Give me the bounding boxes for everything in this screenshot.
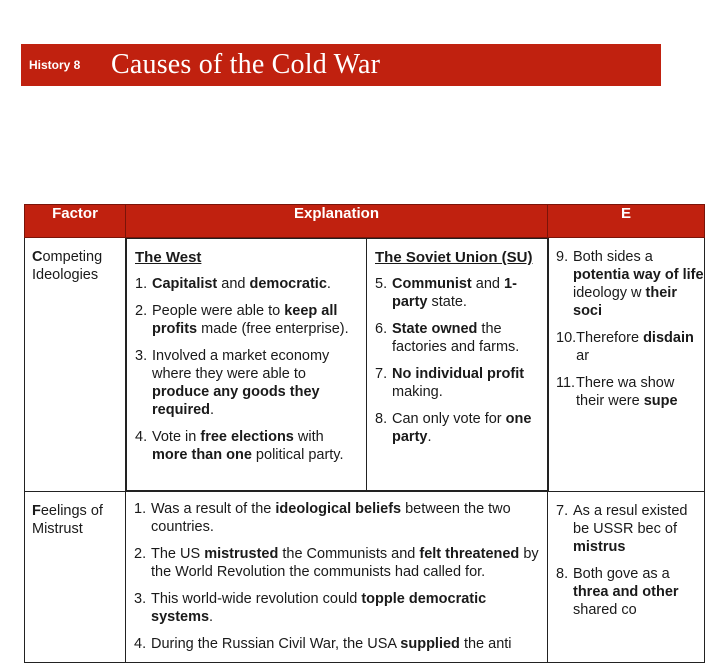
list-item bbox=[134, 590, 539, 626]
text: . bbox=[209, 609, 214, 625]
header-banner bbox=[21, 44, 661, 86]
text: This world-wide revolution could bbox=[151, 591, 362, 607]
list-item bbox=[134, 500, 539, 536]
text: the factories and farms. bbox=[392, 321, 520, 355]
text: political party. bbox=[251, 447, 344, 463]
text: and bbox=[471, 276, 504, 292]
effects-ideologies bbox=[548, 238, 705, 492]
factor-rest: eelings of bbox=[40, 503, 103, 519]
item-number: 7. bbox=[375, 366, 388, 382]
mistrust-list bbox=[134, 500, 539, 653]
list-item bbox=[375, 410, 540, 446]
item-number: 1. bbox=[135, 276, 148, 292]
item-number: 9. bbox=[556, 249, 569, 265]
text: Involved a market economy where they were able to bbox=[152, 348, 330, 382]
item-text bbox=[573, 248, 704, 320]
soviet-column bbox=[367, 239, 549, 491]
item-number: 7. bbox=[556, 503, 569, 519]
text: were bbox=[604, 393, 644, 409]
bold-text: one party bbox=[392, 411, 532, 445]
bold-text: produce any goods they required bbox=[152, 384, 320, 418]
item-text bbox=[151, 635, 539, 653]
text: . bbox=[427, 429, 432, 445]
item-text bbox=[576, 374, 704, 410]
list-item bbox=[375, 320, 540, 356]
row-feelings-of-mistrust bbox=[25, 492, 705, 663]
west-title: The West bbox=[135, 249, 202, 266]
item-number: 11. bbox=[556, 375, 576, 391]
text: People were able to bbox=[152, 303, 285, 319]
item-text bbox=[152, 347, 358, 419]
text: USSR bec bbox=[589, 521, 661, 537]
text: During the Russian Civil War, the USA bbox=[151, 636, 401, 652]
bold-text: supplied bbox=[400, 636, 460, 652]
item-number: 2. bbox=[135, 303, 148, 319]
bold-text: No individual profit bbox=[392, 366, 525, 382]
bold-text: and other bbox=[612, 584, 679, 600]
item-text bbox=[576, 329, 704, 365]
list-item bbox=[375, 365, 540, 401]
item-number: 2. bbox=[134, 546, 147, 562]
text: Both gove bbox=[573, 566, 639, 582]
item-number: 4. bbox=[135, 429, 148, 445]
bold-text: potentia bbox=[573, 267, 630, 283]
row-competing-ideologies bbox=[25, 238, 705, 492]
course-label: History 8 bbox=[29, 58, 81, 72]
bold-text: mistrus bbox=[573, 539, 626, 555]
text: state. bbox=[427, 294, 467, 310]
text: between the two countries. bbox=[151, 501, 511, 535]
factor-header: Factor bbox=[25, 205, 126, 238]
item-text bbox=[151, 500, 539, 536]
list-item bbox=[135, 428, 358, 464]
bold-text: free elections bbox=[200, 429, 294, 445]
bold-text: mistrusted bbox=[204, 546, 279, 562]
effects-list-2 bbox=[556, 502, 704, 619]
bold-text: ideological beliefs bbox=[275, 501, 402, 517]
bold-text: more than one bbox=[152, 447, 252, 463]
list-item bbox=[556, 374, 704, 410]
bold-text: way of life bbox=[633, 267, 704, 283]
text: as a bbox=[638, 566, 670, 582]
text: a bbox=[640, 249, 653, 265]
list-item bbox=[134, 635, 539, 653]
text: making. bbox=[392, 384, 443, 400]
factor-line2: Mistrust bbox=[32, 521, 83, 537]
text: with bbox=[293, 429, 324, 445]
item-number: 1. bbox=[134, 501, 147, 517]
list-item bbox=[556, 248, 704, 320]
west-list bbox=[135, 275, 358, 464]
causes-table bbox=[24, 204, 705, 663]
list-item bbox=[135, 347, 358, 419]
bold-text: their soci bbox=[573, 285, 677, 319]
bold-text: supe bbox=[643, 393, 678, 409]
item-number: 3. bbox=[135, 348, 148, 364]
text: Therefore bbox=[576, 330, 640, 346]
text: the Communists and bbox=[278, 546, 420, 562]
explanation-mistrust bbox=[126, 492, 548, 663]
text: Vote in bbox=[152, 429, 201, 445]
text: existed be bbox=[573, 503, 688, 537]
item-text bbox=[152, 428, 358, 464]
text: made (free enterprise). bbox=[197, 321, 349, 337]
item-text bbox=[392, 410, 540, 446]
explanation-ideologies bbox=[126, 238, 548, 492]
item-number: 8. bbox=[375, 411, 388, 427]
list-item bbox=[375, 275, 540, 311]
factor-initial: C bbox=[32, 249, 43, 265]
item-text bbox=[573, 565, 704, 619]
bold-text: keep all profits bbox=[152, 303, 338, 337]
list-item bbox=[135, 302, 358, 338]
item-text bbox=[152, 302, 358, 338]
text: There wa bbox=[576, 375, 637, 391]
text: Was a result of the bbox=[151, 501, 276, 517]
soviet-list bbox=[375, 275, 540, 446]
text: Can only vote for bbox=[392, 411, 506, 427]
bold-text: topple democratic systems bbox=[151, 591, 487, 625]
list-item bbox=[556, 329, 704, 365]
text: ideology w bbox=[573, 285, 642, 301]
item-number: 6. bbox=[375, 321, 388, 337]
page-title: Causes of the Cold War bbox=[111, 49, 381, 80]
text: . bbox=[210, 402, 215, 418]
effect-header: E bbox=[548, 205, 705, 238]
bold-text: democratic bbox=[249, 276, 327, 292]
explanation-header: Explanation bbox=[126, 205, 548, 238]
factor-initial: F bbox=[32, 503, 41, 519]
text: . bbox=[326, 276, 331, 292]
soviet-title: The Soviet Union (SU) bbox=[375, 249, 533, 266]
bold-text: Capitalist bbox=[152, 276, 218, 292]
text: ar bbox=[576, 348, 590, 364]
text: and bbox=[217, 276, 250, 292]
effects-list-1 bbox=[556, 248, 704, 410]
item-text bbox=[573, 502, 704, 556]
item-number: 10. bbox=[556, 330, 577, 346]
item-number: 4. bbox=[134, 636, 147, 652]
text: The US bbox=[151, 546, 205, 562]
ideologies-split bbox=[126, 238, 549, 491]
text: by the World Revolution the communists had called for. bbox=[151, 546, 539, 580]
item-text bbox=[392, 320, 540, 356]
bold-text: Communist bbox=[392, 276, 472, 292]
text: the anti bbox=[459, 636, 512, 652]
bold-text: felt threatened bbox=[419, 546, 520, 562]
item-number: 8. bbox=[556, 566, 569, 582]
factor-feelings-of-mistrust bbox=[25, 492, 126, 663]
list-item bbox=[556, 502, 704, 556]
factor-rest: ompeting bbox=[42, 249, 103, 265]
item-number: 5. bbox=[375, 276, 388, 292]
list-item bbox=[134, 545, 539, 581]
text: shared co bbox=[573, 602, 637, 618]
header-row bbox=[25, 205, 705, 238]
west-column bbox=[127, 239, 367, 491]
item-number: 3. bbox=[134, 591, 147, 607]
item-text bbox=[392, 275, 540, 311]
bold-text: threa bbox=[573, 584, 609, 600]
factor-line2: Ideologies bbox=[32, 267, 99, 283]
text: show their bbox=[576, 375, 675, 409]
item-text bbox=[151, 545, 539, 581]
bold-text: State owned bbox=[392, 321, 478, 337]
text: As a resul bbox=[573, 503, 638, 519]
bold-text: 1-party bbox=[392, 276, 517, 310]
bold-text: disdain bbox=[643, 330, 694, 346]
effects-mistrust bbox=[548, 492, 705, 663]
text: Both sides bbox=[573, 249, 641, 265]
list-item bbox=[556, 565, 704, 619]
text: of bbox=[660, 521, 677, 537]
item-text bbox=[392, 365, 540, 401]
item-text bbox=[152, 275, 358, 293]
item-text bbox=[151, 590, 539, 626]
list-item bbox=[135, 275, 358, 293]
factor-competing-ideologies bbox=[25, 238, 126, 492]
